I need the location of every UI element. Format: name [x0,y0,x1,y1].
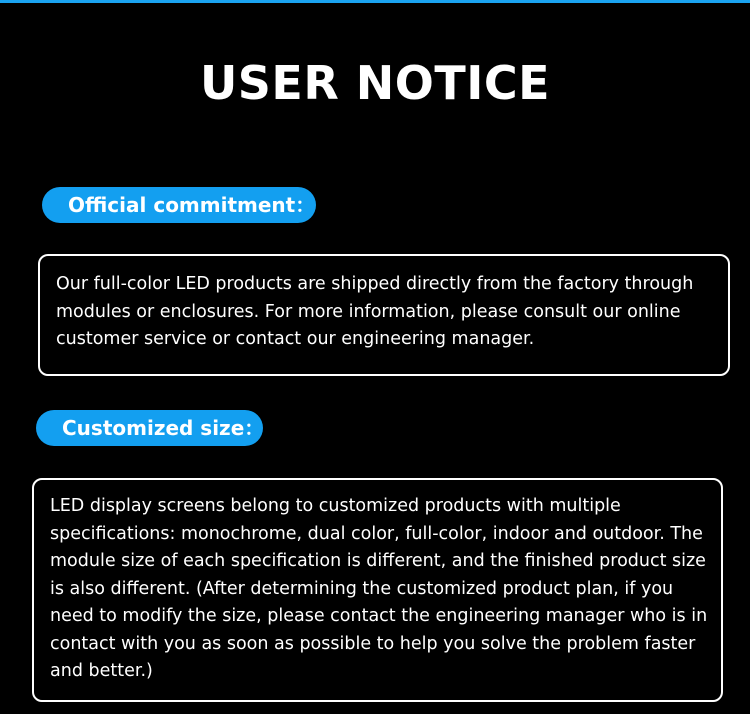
official-commitment-box [38,254,730,376]
section-heading-customized-size: Customized size： [36,410,263,446]
section-heading-official-commitment: Official commitment： [42,187,316,223]
customized-size-text: LED display screens belong to customized products with multiple specifications: monochrome, dual color, full-color, indoor and outdoor. The module size of each specification is different, and the finished product size is also different. (After determining the customized product plan, if you need to modify the size, please contact the engineering manager who is in contact with you as soon as possible to help you solve the problem faster and better.) [50,496,708,681]
top-accent-rule [0,0,750,3]
official-commitment-text: Our full-color LED products are shipped directly from the factory through modules or enclosures. For more information, please consult our online customer service or contact our engineering manager. [56,274,694,349]
page-title: USER NOTICE [199,56,551,110]
customized-size-box [32,478,723,702]
